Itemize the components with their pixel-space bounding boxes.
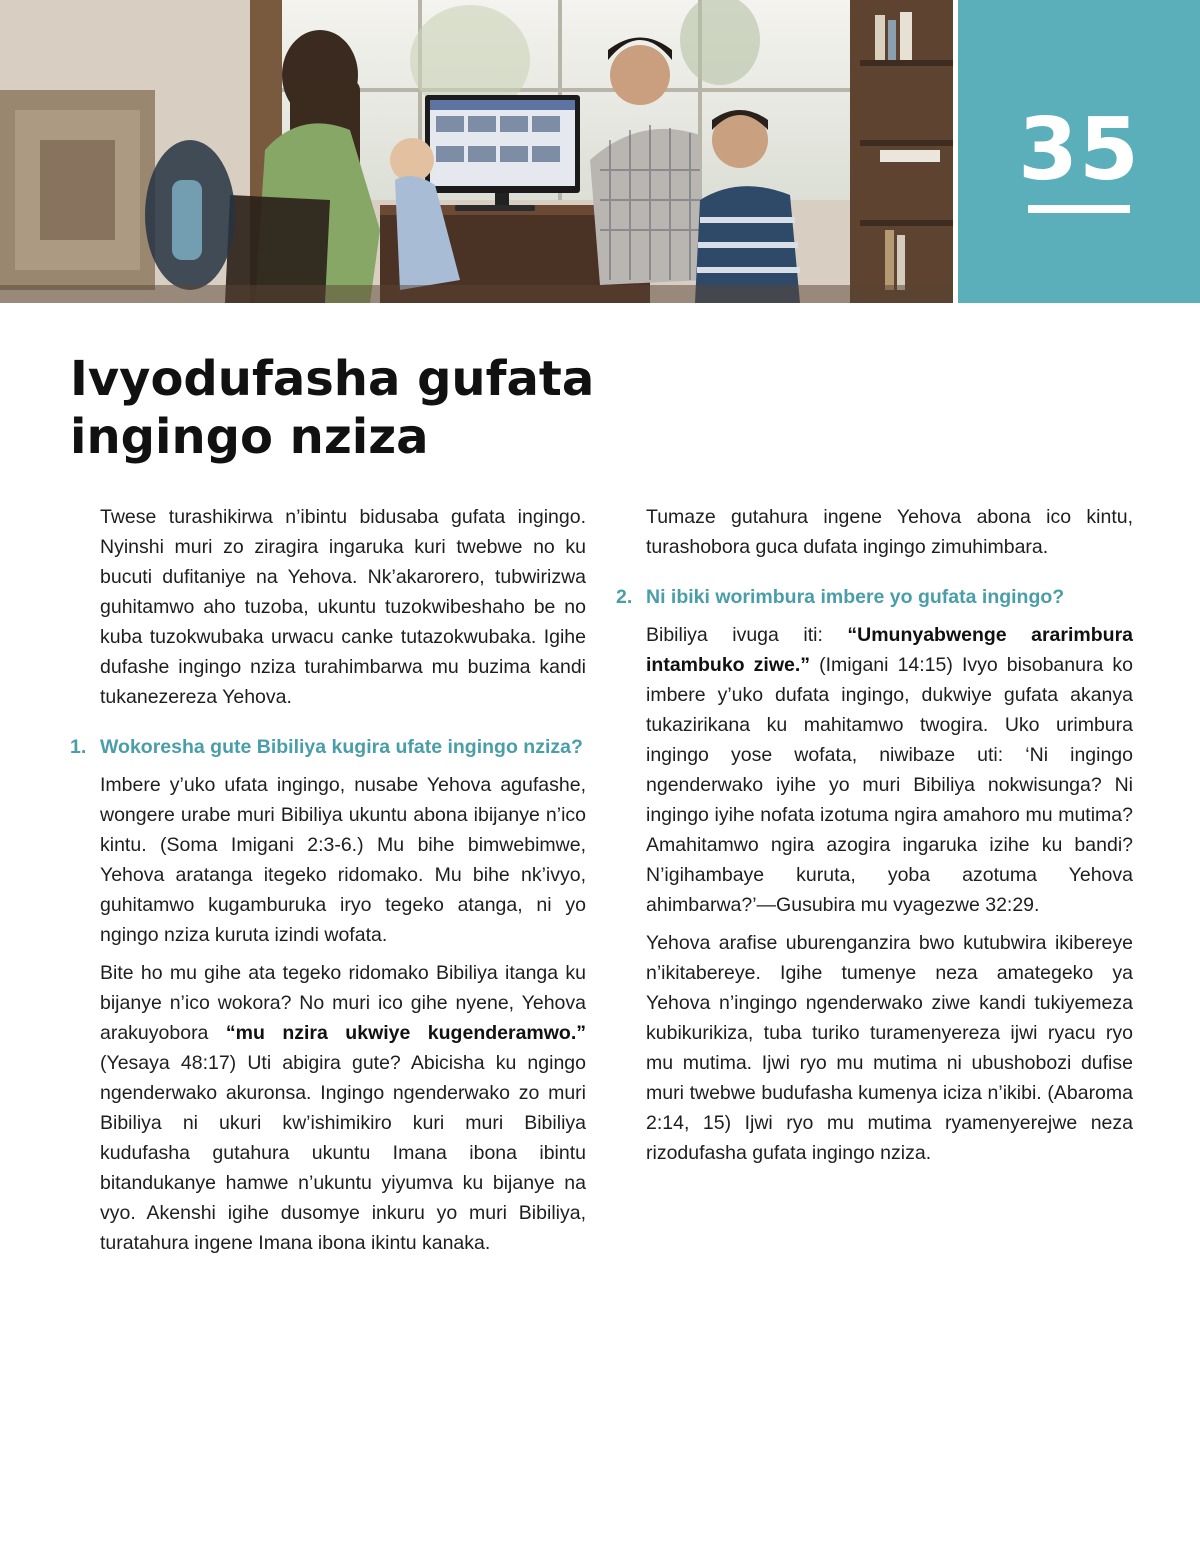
chapter-number: 35 bbox=[1018, 100, 1140, 200]
paragraph-text: (Imigani 14:15) Ivyo bisobanura ko imbere y’uko dufata ingingo, dukwiye gufata akanya tukazirikana ku mahitamwo twogira. Uko urimbura ingingo yose wofata, niwibaze uti: ‘Ni ingingo ngenderwako iyihe yo muri Bibiliya nokwisunga? Ni ingingo iyihe nofata izotuma ngira amahoro mu mutima? Amahitamwo ngira azogira ingaruka izihe ku bandi? N’igihambaye kuruta, yoba azotuma Yehova ahimbarwa?’—Gusubira mu vyagezwe 32:29. bbox=[646, 654, 1133, 916]
paragraph-text: Bibiliya ivuga iti: bbox=[646, 624, 848, 646]
question-number: 2. bbox=[616, 586, 633, 608]
paragraph-text: (Yesaya 48:17) Uti abigira gute? Abicisha ku ngingo ngenderwako akuronsa. Ingingo ngenderwako zo muri Bibiliya ni ukuri kw’ishimikiro kuri muri Bibiliya kudufasha gutahura ukuntu Imana ibona ibintu bitandukanye hamwe n’ukuntu yiyumva ku bijanye na vyo. Akenshi igihe dusomye inkuru yo muri Bibiliya, turatahura ingene Imana ibona ikintu kanaka. bbox=[100, 1052, 586, 1254]
section-1-paragraph-2 bbox=[100, 958, 586, 1258]
question-text: Ni ibiki worimbura imbere yo gufata ingingo? bbox=[646, 586, 1065, 608]
paragraph-text: Bite ho mu gihe ata tegeko ridomako Bibiliya itanga ku bijanye n’ico wokora? No muri ico gihe nyene, Yehova arakuyobora bbox=[100, 962, 586, 1044]
scripture-quote: “mu nzira ukwiye kugenderamwo.” bbox=[225, 1022, 587, 1044]
section-2-paragraph-2: Yehova arafise uburenganzira bwo kutubwira ikibereye n’ikitabereye. Igihe tumenye neza amategeko ya Yehova n’ingingo ngenderwako ziwe kandi tukiyemeza kubikurikiza, tuba turiko turamenyereza ijwi ryacu ryo mu mutima. Ijwi ryo mu mutima ni ubushobozi dufise muri twebwe budufasha kumenya iciza n’ikibi. (Abaroma 2:14, 15) Ijwi ryo mu mutima ryamenyerejwe neza rizodufasha gufata ingingo nziza. bbox=[646, 932, 1133, 1164]
section-1-paragraph-1: Imbere y’uko ufata ingingo, nusabe Yehova agufashe, wongere urabe muri Bibiliya ukuntu abona ibijanye n’ico kintu. (Soma Imigani 2:3-6.) Mu bihe bimwebimwe, Yehova aratanga itegeko ridomako. Mu bihe nk’ivyo, guhitamwo kugamburuka iryo tegeko atanga, ni yo ngingo nziza kuruta izindi wofata. bbox=[100, 774, 586, 946]
chapter-underline bbox=[1028, 205, 1130, 213]
question-heading-1 bbox=[70, 732, 586, 762]
section-2-paragraph-1 bbox=[646, 620, 1133, 920]
right-column bbox=[616, 502, 1133, 1176]
chapter-number-box bbox=[958, 0, 1200, 303]
question-text: Wokoresha gute Bibiliya kugira ufate ingingo nziza? bbox=[100, 736, 583, 758]
section-1-paragraph-3: Tumaze gutahura ingene Yehova abona ico kintu, turashobora guca dufata ingingo zimuhimbara. bbox=[646, 506, 1133, 558]
hero-photo bbox=[0, 0, 953, 303]
page-title: Ivyodufasha gufata ingingo nziza bbox=[70, 351, 595, 465]
family-computer-illustration bbox=[0, 0, 953, 303]
scripture-quote: “Umunyabwenge ararimbura intambuko ziwe.” bbox=[646, 624, 1133, 676]
question-heading-2 bbox=[616, 582, 1133, 612]
left-column bbox=[70, 502, 587, 1266]
intro-paragraph: Twese turashikirwa n’ibintu bidusaba gufata ingingo. Nyinshi muri zo ziragira ingaruka kuri twebwe no ku bucuti dufitaniye na Yehova. Nk’akarorero, tubwirizwa guhitamwo aho tuzoba, ukuntu tuzokwibeshaho be no kuba tuzokwubaka urwacu canke tutazokwubaka. Igihe dufashe ingingo nziza turahimbarwa mu buzima kandi tukanezereza Yehova. bbox=[100, 506, 586, 708]
question-number: 1. bbox=[70, 736, 87, 758]
